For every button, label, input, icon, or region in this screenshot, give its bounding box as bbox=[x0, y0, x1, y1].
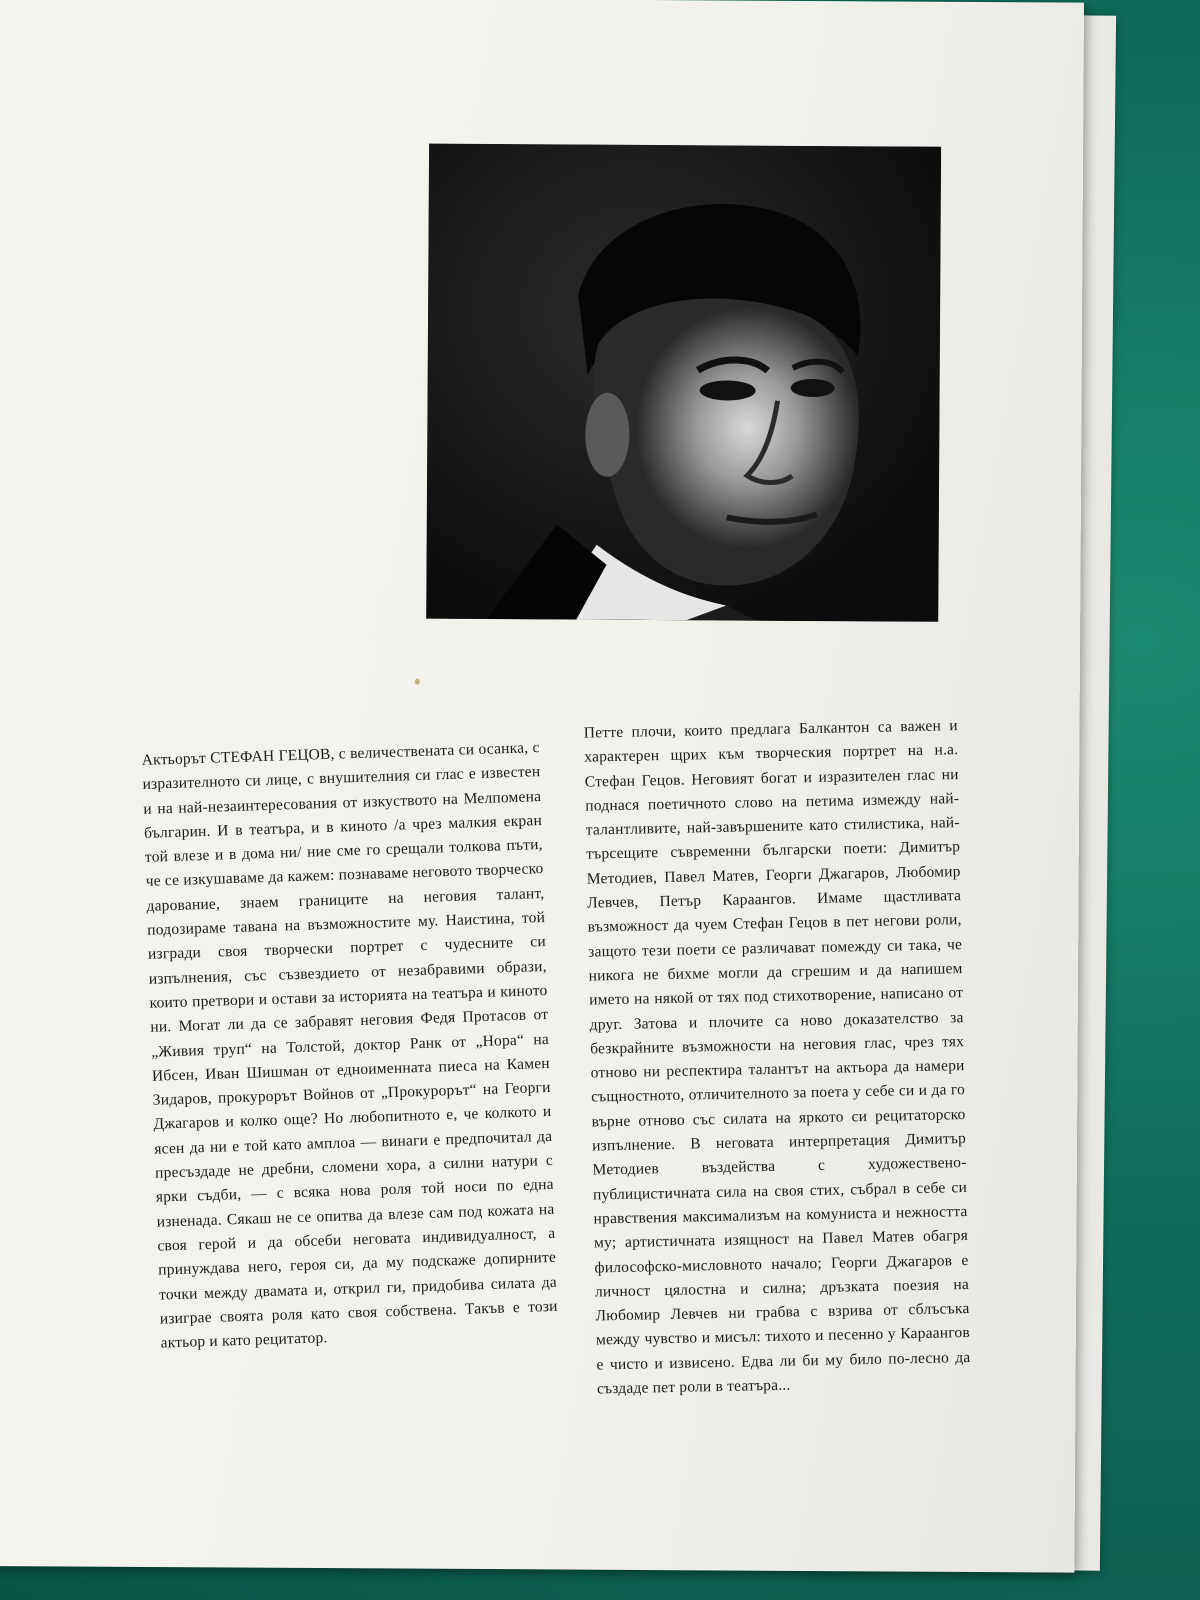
portrait-photo bbox=[426, 144, 941, 622]
article-left-text: Актьорът СТЕФАН ГЕЦОВ, с величествената си осанка, с изразителното си лице, с внушителния си глас е известен и на най-незаинтересования от изкуството на Мелпомена българин. И в театъра, и в киното /а чрез малкия екран той влезе и в дома ни/ ние сме го срещали толкова пъти, че се изкушаваме да кажем: познаваме неговото творческо дарование, знаем границите на неговия талант, подозираме тавана на възможностите му. Наистина, той изгради своя творчески портрет с чудесните си изпълнения, със съзвездието от незабравими образи, които претвори и остави за историята на театъра и киното ни. Могат ли да се забравят неговия Федя Протасов от „Живия труп“ на Толстой, доктор Ранк от „Нора“ на Ибсен, Иван Шишман от едноименната пиеса на Камен Зидаров, прокурорът Войнов от „Прокурорът“ на Георги Джагаров и колко още? Но любопитното е, че колкото и ясен да ни е той като амплоа — винаги е предпочитал да пресъздаде не дребни, сломени хора, а силни натури с ярки съдби, — с всяка нова роля той носи по една изненада. Сякаш не се опитва да влезе сам под кожата на своя герой и да обсеби неговата индивидуалност, а принуждава него, героя си, да му подскаже допирните точки между двамата и, открил ги, придобива силата да изиграе своята роля като своя собствена. Такъв е този актьор и като рецитатор. bbox=[141, 739, 558, 1352]
article-left-column bbox=[141, 736, 558, 1356]
article-right-column bbox=[584, 714, 972, 1402]
portrait-photo-graphic bbox=[426, 144, 941, 622]
article-right-text: Петте плочи, които предлага Балкантон са важен и характерен щрих към творческия портрет на н.а. Стефан Гецов. Неговият богат и изразителен глас ни поднася поетичното слово на петима измежду най-талантливите, най-завършените като стилистика, най-търсещите съвременни български поети: Димитър Методиев, Павел Матев, Георги Джагаров, Любомир Левчев, Петър Караангов. Имаме щастливата възможност да чуем Стефан Гецов в пет негови роли, защото тези поети се различават помежду си така, че никога не бихме могли да сгрешим и да напишем името на някой от тях под стихотворение, написано от друг. Затова и плочите са ново доказателство за безкрайните възможности на неговия глас, чрез тях отново ни респектира талантът на актьора да намери същностното, отличителното за поета у себе си и да го върне отново със силата на яркото си рецитаторско изпълнение. В неговата интерпретация Димитър Методиев въздейства с художествено-публицистичната сила на своя стих, събрал в себе си нравствения максимализъм на комуниста и нежността му; артистичната изящност на Павел Матев обагря философско-мисловното начало; Георги Джагаров е личност цялостна и силна; дръзката поезия на Любомир Левчев ни грабва с взрива от сблъсъка между чувство и мисъл: тихото и песенно у Караангов е чисто и извисено. Едва ли би му било по-лесно да създаде пет роли в театъра... bbox=[583, 717, 971, 1398]
paper-speck bbox=[415, 679, 420, 685]
